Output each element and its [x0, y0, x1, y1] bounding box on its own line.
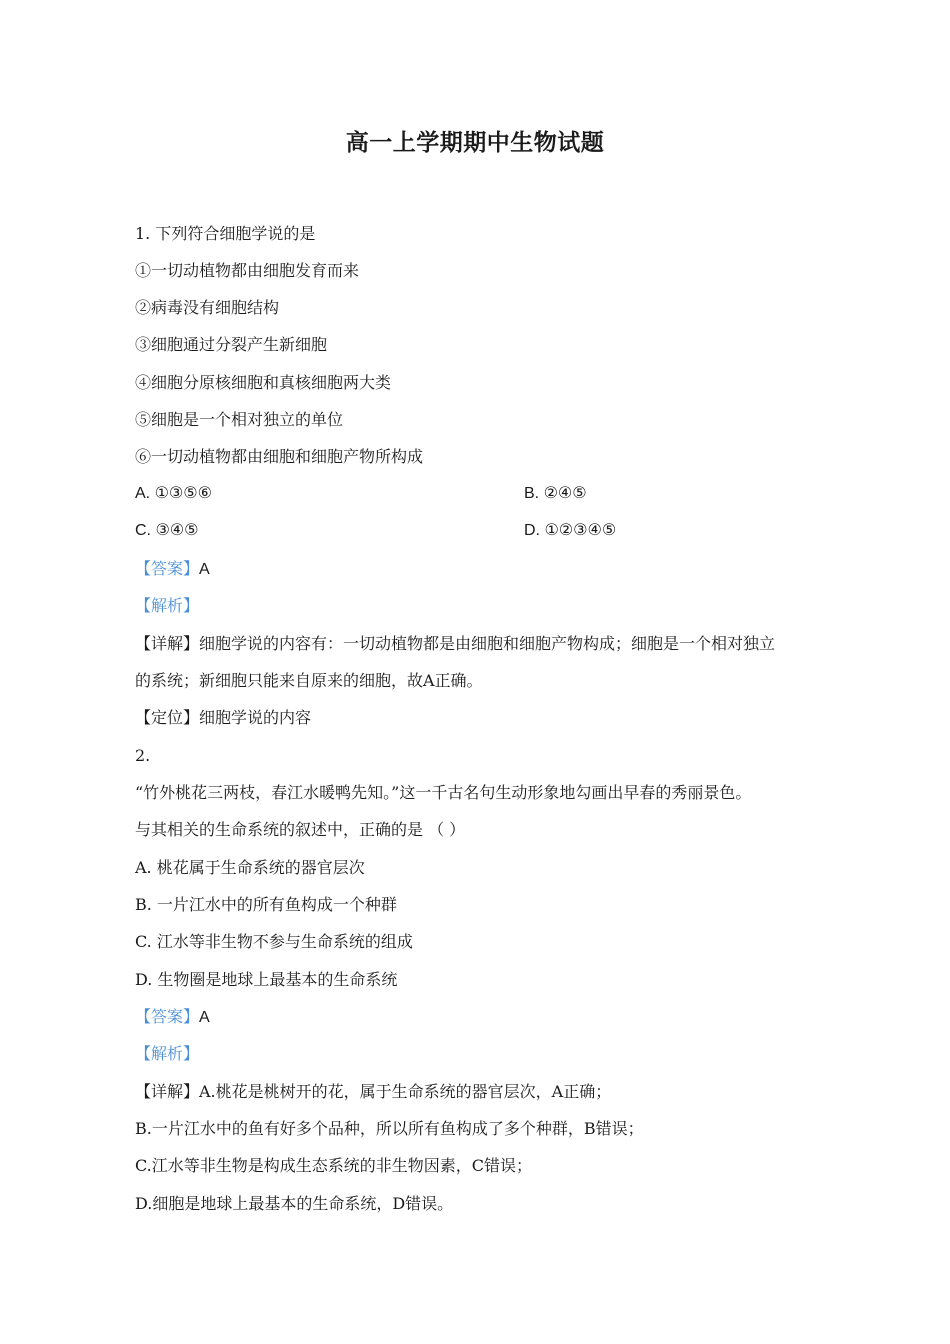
question-1-answer — [135, 559, 210, 580]
question-1-option-a: A. ①③⑤⑥ — [135, 485, 212, 502]
question-2-option-b: B. 一片江水中的所有鱼构成一个种群 — [135, 895, 397, 914]
question-1-analysis-label: 【解析】 — [135, 596, 200, 615]
question-1-stem: 1. 下列符合细胞学说的是 — [135, 224, 316, 243]
question-2-analysis-label: 【解析】 — [135, 1044, 200, 1063]
question-2-stem-line-1: “竹外桃花三两枝，春江水暖鸭先知。”这一千古名句生动形象地勾画出早春的秀丽景色。 — [135, 783, 752, 802]
question-1-detail-line-2: 的系统；新细胞只能来自原来的细胞，故A正确。 — [135, 671, 483, 690]
question-2-option-c: C. 江水等非生物不参与生命系统的组成 — [135, 932, 413, 951]
question-2-detail-c: C.江水等非生物是构成生态系统的非生物因素，C错误； — [135, 1156, 533, 1175]
question-2-option-a: A. 桃花属于生命系统的器官层次 — [135, 858, 365, 877]
question-2-detail-d: D.细胞是地球上最基本的生命系统，D错误。 — [135, 1194, 454, 1213]
question-1-item-4: ④细胞分原核细胞和真核细胞两大类 — [135, 373, 392, 392]
question-1-option-d: D. ①②③④⑤ — [524, 522, 617, 539]
page-title: 高一上学期期中生物试题 — [345, 129, 605, 156]
question-1-detail-line-1: 【详解】细胞学说的内容有：一切动植物都是由细胞和细胞产物构成；细胞是一个相对独立 — [135, 634, 776, 653]
answer-label: 【答案】 — [135, 1007, 200, 1026]
question-2-answer — [135, 1007, 210, 1028]
question-1-item-5: ⑤细胞是一个相对独立的单位 — [135, 410, 344, 429]
question-1-item-6: ⑥一切动植物都由细胞和细胞产物所构成 — [135, 447, 424, 466]
question-2-detail-b: B.一片江水中的鱼有好多个品种，所以所有鱼构成了多个种群，B错误； — [135, 1119, 644, 1138]
answer-label: 【答案】 — [135, 559, 200, 578]
question-1-item-2: ②病毒没有细胞结构 — [135, 298, 280, 317]
question-1-item-1: ①一切动植物都由细胞发育而来 — [135, 261, 360, 280]
question-2-number: 2. — [135, 746, 151, 765]
question-2-option-d: D. 生物圈是地球上最基本的生命系统 — [135, 970, 398, 989]
question-2-stem-line-2: 与其相关的生命系统的叙述中，正确的是 （ ） — [135, 820, 466, 839]
question-1-option-b: B. ②④⑤ — [524, 485, 587, 502]
answer-value: A — [199, 1009, 210, 1026]
question-1-item-3: ③细胞通过分裂产生新细胞 — [135, 335, 328, 354]
question-1-option-c: C. ③④⑤ — [135, 522, 199, 539]
question-1-position: 【定位】细胞学说的内容 — [135, 708, 312, 727]
answer-value: A — [199, 561, 210, 578]
question-2-detail-a: 【详解】A.桃花是桃树开的花，属于生命系统的器官层次，A正确； — [135, 1082, 612, 1101]
